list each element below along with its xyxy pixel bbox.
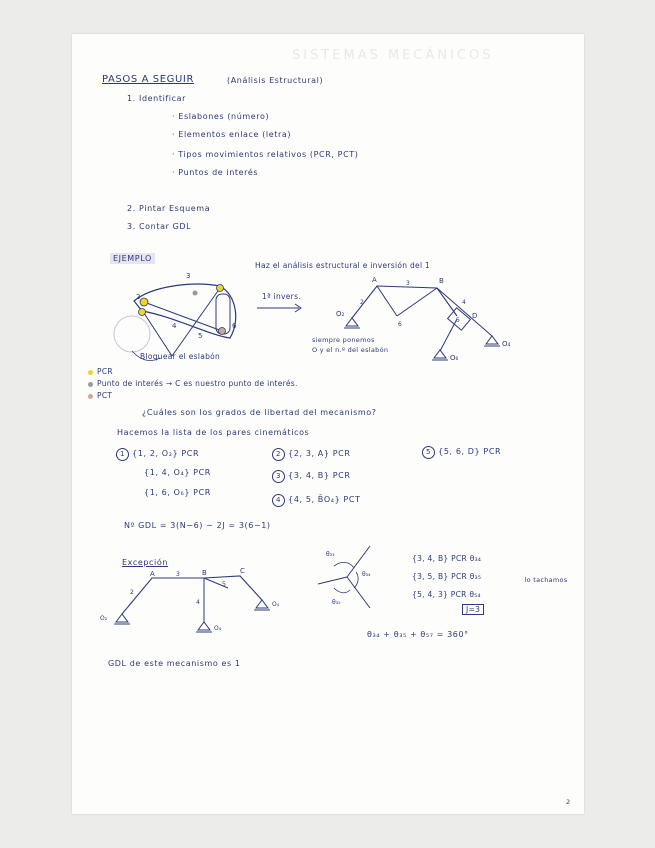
svg-text:D: D	[472, 312, 478, 320]
pcr-legend-dot	[88, 370, 93, 375]
identify-item: · Puntos de interés	[172, 168, 259, 177]
ghost-circle	[114, 316, 150, 352]
identify-item: · Eslabones (número)	[172, 112, 270, 121]
svg-text:B: B	[439, 277, 444, 285]
pair-number-badge: 5	[422, 446, 435, 459]
svg-text:O₂: O₂	[336, 310, 345, 318]
pair-line: {1, 4, O₄} PCR	[144, 468, 211, 477]
identify-item: · Elementos enlace (letra)	[172, 130, 292, 139]
exception-line: {3, 4, B} PCR θ₃₄	[412, 554, 482, 563]
step-1-label: Identificar	[139, 94, 187, 103]
svg-text:4: 4	[196, 599, 200, 606]
fixed-note-1: siempre ponemos	[312, 336, 375, 344]
page-subtitle: (Análisis Estructural)	[227, 76, 324, 85]
page-title: PASOS A SEGUIR	[102, 74, 195, 85]
svg-text:3: 3	[176, 571, 180, 578]
svg-text:O₄: O₄	[502, 340, 511, 348]
svg-text:θ₃₅: θ₃₅	[332, 599, 341, 606]
pair-number-badge: 3	[272, 470, 285, 483]
interest-legend-dot	[88, 382, 93, 387]
exception-line: {5, 4, 3} PCR θ₅₄	[412, 590, 481, 599]
pair-group-1: 1 {1, 2, O₂} PCR	[116, 448, 199, 461]
step-1-number: 1.	[127, 94, 136, 103]
svg-text:O₄: O₄	[214, 625, 222, 632]
link-number: 4	[172, 322, 177, 330]
link-number: 5	[198, 332, 203, 340]
pct-legend-dot	[88, 394, 93, 399]
fixed-note-2: O y el n.º del eslabón	[312, 346, 389, 354]
notebook-page	[72, 34, 584, 814]
svg-text:O₆: O₆	[450, 354, 459, 362]
ejemplo-note: Haz el análisis estructural e inversión del 1	[255, 261, 431, 270]
svg-text:θ₃₄: θ₃₄	[362, 571, 371, 578]
link-bar	[142, 310, 172, 356]
svg-text:2: 2	[360, 299, 364, 306]
link-number: 6	[232, 322, 237, 330]
link-number: 3	[186, 272, 191, 280]
inversion-label: 1ª invers.	[262, 292, 301, 301]
svg-text:5: 5	[456, 317, 460, 324]
angle-sum: θ₃₄ + θ₃₅ + θ₅₇ = 360°	[367, 630, 469, 639]
pcr-joint	[140, 298, 148, 306]
pair-group-3: 3 {3, 4, B} PCR	[272, 470, 351, 483]
question: ¿Cuáles son los grados de libertad del mecanismo?	[142, 408, 377, 417]
link-number: 2	[136, 293, 141, 301]
page-number: 2	[566, 798, 571, 806]
pair-number-badge: 4	[272, 494, 285, 507]
step-3: 3. Contar GDL	[127, 222, 192, 231]
legend-pcr: PCR	[88, 367, 113, 376]
pair-number-badge: 2	[272, 448, 285, 461]
link-bar	[144, 302, 222, 331]
legend-interest: Punto de interés → C es nuestro punto de interés.	[88, 379, 298, 388]
pcr-joint	[139, 309, 146, 316]
svg-text:B: B	[202, 569, 207, 577]
svg-text:O₄: O₄	[272, 601, 280, 608]
pcr-joint	[217, 285, 224, 292]
side-note: lo tachamos	[524, 576, 568, 584]
boxed-j-value: J=3	[462, 604, 484, 615]
gdl-formula: Nº GDL = 3(N−6) − 2J = 3(6−1)	[124, 521, 271, 530]
pair-line: {1, 6, O₆} PCR	[144, 488, 211, 497]
svg-text:3: 3	[406, 280, 410, 287]
right-arrow-icon	[255, 302, 305, 314]
svg-text:5: 5	[222, 581, 226, 588]
svg-text:4: 4	[462, 299, 466, 306]
svg-text:C: C	[240, 567, 245, 575]
pairs-intro: Hacemos la lista de los pares cinemáticos	[117, 428, 310, 437]
excepcion-title: Excepción	[122, 558, 169, 567]
ejemplo-label: EJEMPLO	[110, 253, 155, 264]
exception-mechanism-diagram	[100, 567, 300, 640]
svg-text:O₂: O₂	[100, 615, 108, 622]
ghost-header: SISTEMAS MECÁNICOS	[292, 48, 494, 63]
block-note: Bloquear el eslabón	[140, 352, 221, 361]
svg-text:A: A	[372, 276, 377, 284]
mechanism-sketch-diagram	[112, 266, 252, 366]
interest-point	[193, 291, 198, 296]
step-2: 2. Pintar Esquema	[127, 204, 211, 213]
exception-line: {3, 5, B} PCR θ₃₅	[412, 572, 482, 581]
pair-group-2: 2 {2, 3, A} PCR	[272, 448, 350, 461]
svg-text:A: A	[150, 570, 155, 578]
angle-sketch-diagram	[312, 542, 382, 612]
pct-joint	[219, 328, 226, 335]
conclusion: GDL de este mecanismo es 1	[108, 659, 241, 668]
pair-group-4: 4 {4, 5, B̄O₄} PCT	[272, 494, 361, 507]
legend-pct: PCT	[88, 391, 112, 400]
svg-text:6: 6	[398, 321, 402, 328]
svg-text:2: 2	[130, 589, 134, 596]
pair-number-badge: 1	[116, 448, 129, 461]
identify-item: · Tipos movimientos relativos (PCR, PCT)	[172, 150, 359, 159]
pair-group-5: 5 {5, 6, D} PCR	[422, 446, 501, 459]
svg-text:θ₃₃: θ₃₃	[326, 551, 335, 558]
